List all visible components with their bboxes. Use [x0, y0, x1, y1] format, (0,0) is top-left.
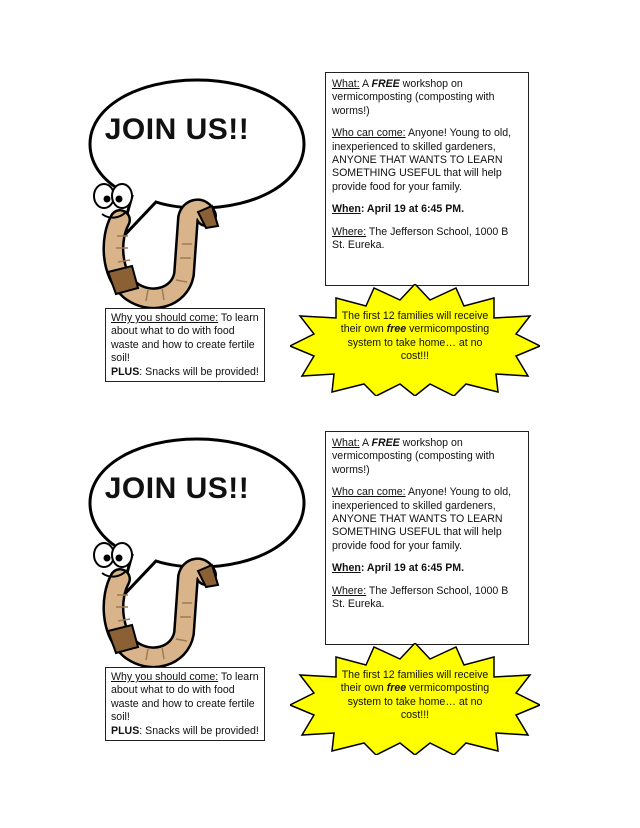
- offer-free: free: [386, 682, 407, 695]
- free-system-offer: [332, 310, 498, 364]
- why-come-box: [105, 667, 265, 741]
- plus-label: PLUS: [111, 724, 140, 737]
- workshop-info-box: [325, 431, 529, 645]
- why-label: Why you should come:: [111, 312, 219, 324]
- plus-text: : Snacks will be provided!: [139, 365, 259, 378]
- where-label: Where:: [332, 584, 367, 597]
- what-prefix: A: [359, 78, 372, 90]
- why-text: To learn about what to do with food waste and how to create fertile soil!: [111, 312, 259, 365]
- offer-free: free: [386, 323, 407, 336]
- where-text: The Jefferson School, 1000 B St. Eureka.: [332, 584, 509, 611]
- why-come-box: [105, 308, 265, 382]
- worm-mascot-icon: [88, 537, 238, 667]
- where-label: Where:: [332, 225, 367, 238]
- who-label: Who can come:: [332, 127, 406, 140]
- why-text: To learn about what to do with food waste and how to create fertile soil!: [111, 671, 259, 724]
- plus-label: PLUS: [111, 365, 140, 378]
- plus-text: : Snacks will be provided!: [139, 724, 259, 737]
- when-text: : April 19 at 6:45 PM.: [360, 562, 465, 575]
- worm-mascot-icon: [88, 178, 238, 308]
- join-us-heading: JOIN US!!: [104, 472, 250, 505]
- what-text: workshop on vermicomposting (composting with worms!): [332, 78, 495, 117]
- join-us-heading: JOIN US!!: [104, 113, 250, 146]
- what-label: What:: [332, 78, 360, 90]
- flyer-top: [0, 72, 640, 432]
- workshop-info-box: [325, 72, 529, 286]
- why-label: Why you should come:: [111, 671, 219, 683]
- when-label: When: [332, 203, 361, 216]
- who-label: Who can come:: [332, 486, 406, 499]
- free-system-offer: [332, 669, 498, 723]
- what-free: FREE: [371, 78, 400, 90]
- what-prefix: A: [359, 437, 372, 449]
- when-text: : April 19 at 6:45 PM.: [360, 203, 465, 216]
- who-text: Anyone! Young to old, inexperienced to skilled gardeners, ANYONE THAT WANTS TO LEARN SOMETHING USEFUL that will help provide food for your family.: [332, 127, 512, 193]
- offer-line1: The first 12 families will receive their own: [340, 669, 489, 695]
- flyer-bottom: [0, 431, 640, 791]
- offer-line2: vermicomposting system to take home… at no cost!!!: [347, 323, 490, 363]
- who-text: Anyone! Young to old, inexperienced to skilled gardeners, ANYONE THAT WANTS TO LEARN SOMETHING USEFUL that will help provide food for your family.: [332, 486, 512, 552]
- what-label: What:: [332, 437, 360, 449]
- where-text: The Jefferson School, 1000 B St. Eureka.: [332, 225, 509, 252]
- offer-line1: The first 12 families will receive their own: [340, 310, 489, 336]
- what-text: workshop on vermicomposting (composting with worms!): [332, 437, 495, 476]
- when-label: When: [332, 562, 361, 575]
- offer-line2: vermicomposting system to take home… at no cost!!!: [347, 682, 490, 722]
- what-free: FREE: [371, 437, 400, 449]
